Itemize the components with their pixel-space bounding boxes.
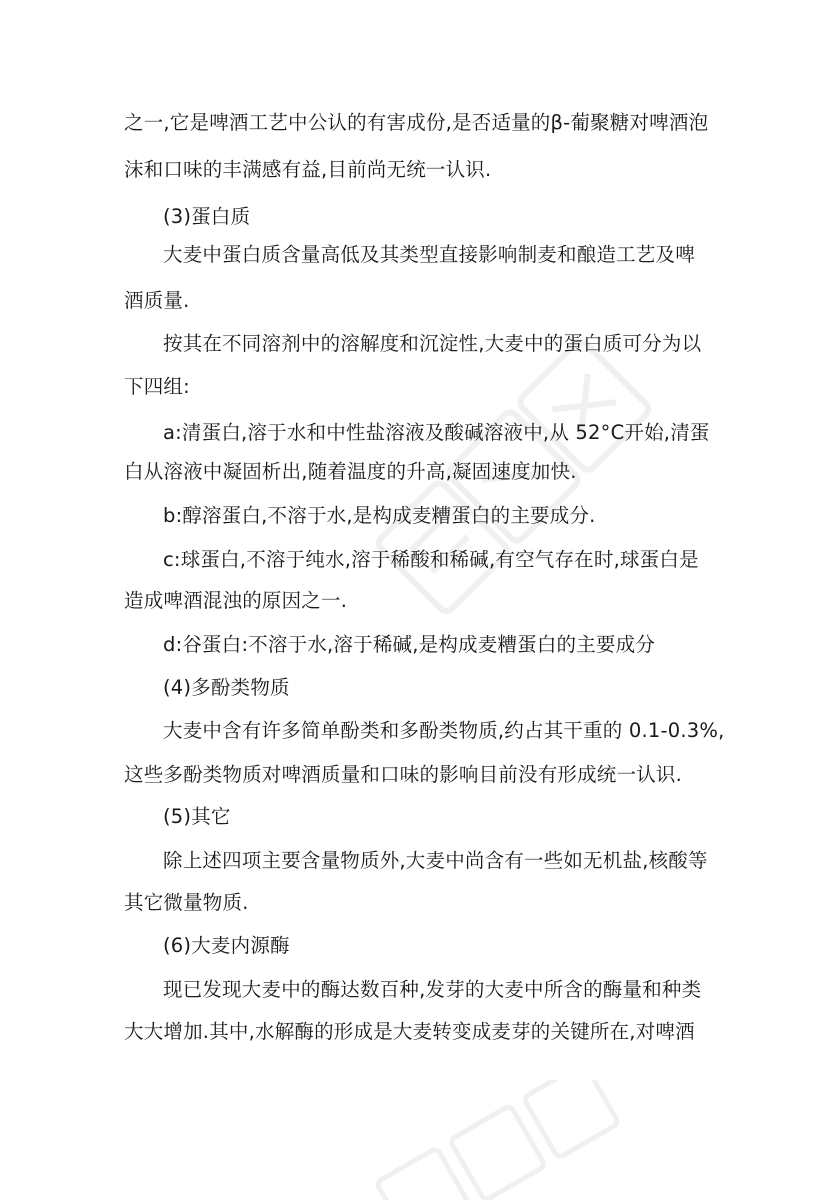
watermark-logo-bottom <box>340 1080 640 1200</box>
text-line: 大大增加.其中,水解酶的形成是大麦转变成麦芽的关键所在,对啤酒 <box>124 1020 695 1043</box>
text-line: 大麦中蛋白质含量高低及其类型直接影响制麦和酿造工艺及啤 <box>163 243 695 266</box>
text-line: 除上述四项主要含量物质外,大麦中尚含有一些如无机盐,核酸等 <box>163 849 708 872</box>
text-line: c:球蛋白,不溶于纯水,溶于稀酸和稀碱,有空气存在时,球蛋白是 <box>163 548 699 571</box>
text-line: 按其在不同溶剂中的溶解度和沉淀性,大麦中的蛋白质可分为以 <box>163 332 702 355</box>
text-line: 现已发现大麦中的酶达数百种,发芽的大麦中所含的酶量和种类 <box>163 978 702 1001</box>
text-line: 这些多酚类物质对啤酒质量和口味的影响目前没有形成统一认识. <box>124 763 682 786</box>
text-line: d:谷蛋白:不溶于水,溶于稀碱,是构成麦糟蛋白的主要成分 <box>163 633 656 656</box>
section-heading: (6)大麦内源酶 <box>163 934 290 957</box>
text-line: b:醇溶蛋白,不溶于水,是构成麦糟蛋白的主要成分. <box>163 504 596 527</box>
text-line: 其它微量物质. <box>124 891 249 914</box>
text-line: 大麦中含有许多简单酚类和多酚类物质,约占其干重的 0.1-0.3%, <box>163 719 725 742</box>
section-heading: (4)多酚类物质 <box>163 676 290 699</box>
text-line: a:清蛋白,溶于水和中性盐溶液及酸碱溶液中,从 52°C开始,清蛋 <box>163 421 710 444</box>
text-line: 白从溶液中凝固析出,随着温度的升高,凝固速度加快. <box>124 460 577 483</box>
section-heading: (3)蛋白质 <box>163 205 251 228</box>
text-line: 之一,它是啤酒工艺中公认的有害成份,是否适量的β-葡聚糖对啤酒泡 <box>124 111 709 134</box>
text-line: 酒质量. <box>124 289 190 312</box>
text-line: 沫和口味的丰满感有益,目前尚无统一认识. <box>124 158 492 181</box>
text-line: 下四组: <box>124 375 190 398</box>
text-line: 造成啤酒混浊的原因之一. <box>124 589 348 612</box>
section-heading: (5)其它 <box>163 805 231 828</box>
